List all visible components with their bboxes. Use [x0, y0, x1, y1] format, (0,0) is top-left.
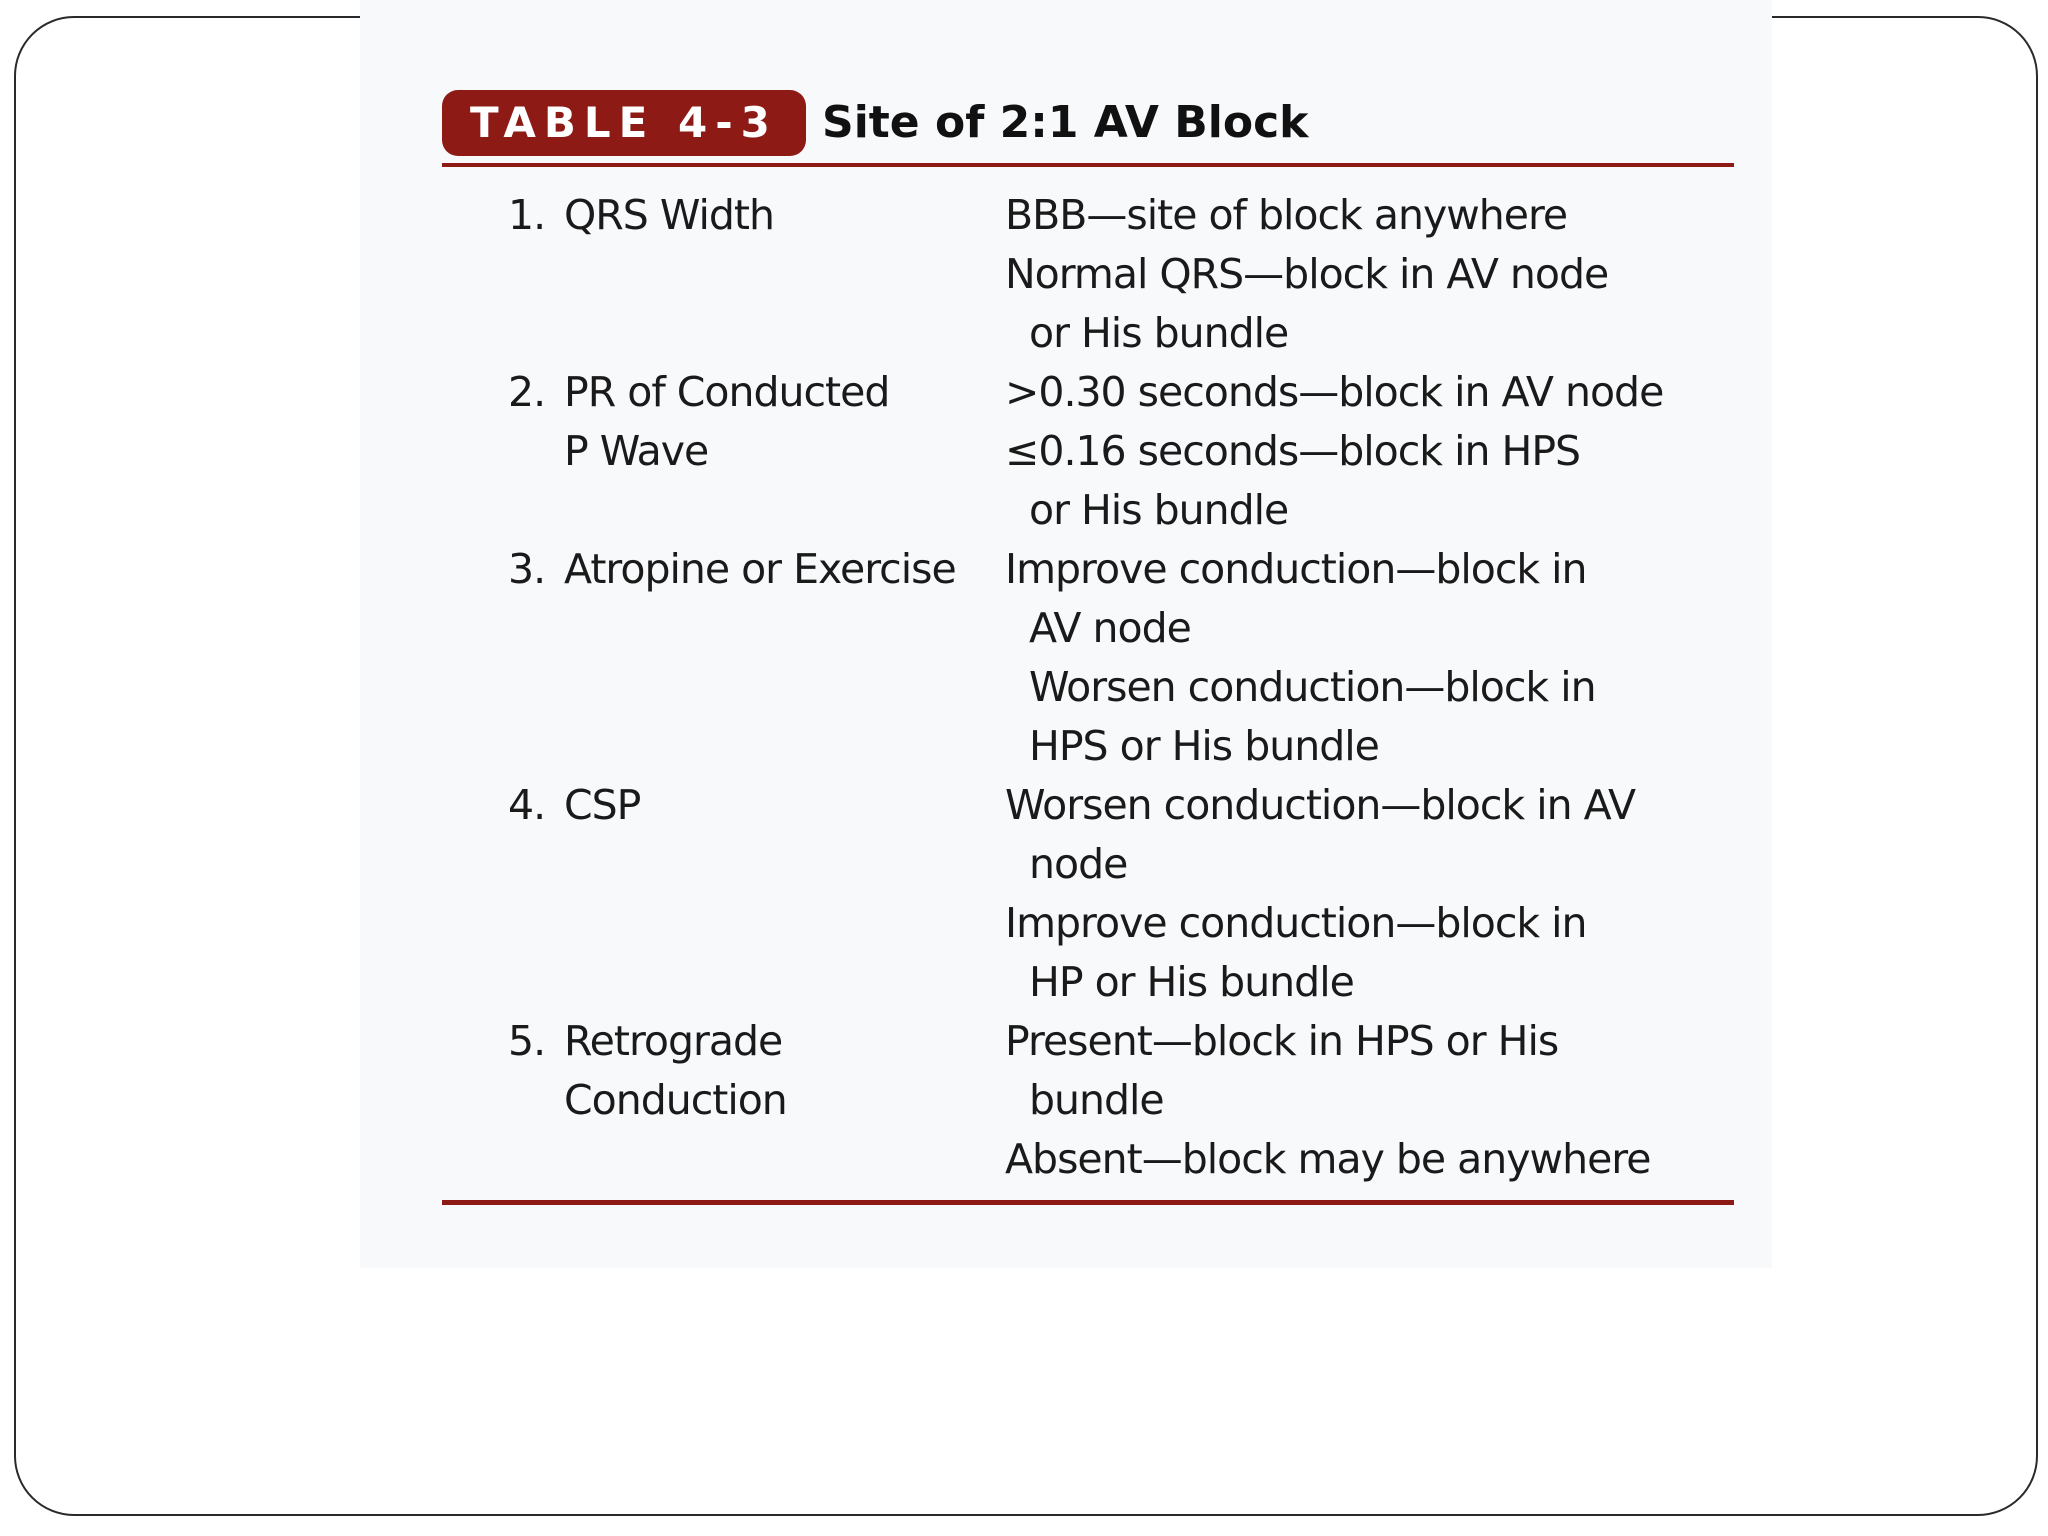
row-findings	[1005, 1012, 1705, 1189]
finding-line: ≤0.16 seconds—block in HPS	[1005, 427, 1581, 475]
row-number: 3.	[508, 545, 546, 593]
row-number: 1.	[508, 191, 546, 239]
row-criterion	[564, 1012, 984, 1130]
finding-line: HPS or His bundle	[1029, 722, 1379, 770]
criterion-line: Retrograde	[564, 1017, 783, 1065]
row-findings	[1005, 776, 1705, 1012]
criterion-line: PR of Conducted	[564, 368, 890, 416]
row-number: 5.	[508, 1017, 546, 1065]
finding-line: AV node	[1029, 604, 1191, 652]
criterion-line: QRS Width	[564, 191, 774, 239]
row-number: 2.	[508, 368, 546, 416]
table-body	[360, 0, 1772, 1268]
bottom-rule	[442, 1200, 1734, 1205]
finding-line: >0.30 seconds—block in AV node	[1005, 368, 1664, 416]
finding-line: or His bundle	[1029, 486, 1289, 534]
table-title: Site of 2:1 AV Block	[822, 97, 1309, 148]
criterion-line: P Wave	[564, 427, 709, 475]
finding-line: Absent—block may be anywhere	[1005, 1135, 1651, 1183]
finding-line: HP or His bundle	[1029, 958, 1354, 1006]
criterion-line: CSP	[564, 781, 641, 829]
finding-line: Improve conduction—block in	[1005, 899, 1587, 947]
finding-line: Present—block in HPS or His	[1005, 1017, 1559, 1065]
finding-line: BBB—site of block anywhere	[1005, 191, 1568, 239]
table-figure	[360, 0, 1772, 1268]
finding-line: node	[1029, 840, 1128, 888]
criterion-line: Conduction	[564, 1076, 787, 1124]
row-findings	[1005, 363, 1705, 540]
row-criterion	[564, 540, 984, 599]
finding-line: Improve conduction—block in	[1005, 545, 1587, 593]
finding-line: Worsen conduction—block in AV	[1005, 781, 1636, 829]
table-number-badge: TABLE 4-3	[442, 90, 806, 156]
finding-line: bundle	[1029, 1076, 1164, 1124]
row-number: 4.	[508, 781, 546, 829]
row-criterion	[564, 363, 984, 481]
row-criterion	[564, 186, 984, 245]
criterion-line: Atropine or Exercise	[564, 545, 956, 593]
row-findings	[1005, 186, 1705, 363]
row-criterion	[564, 776, 984, 835]
finding-line: or His bundle	[1029, 309, 1289, 357]
finding-line: Worsen conduction—block in	[1029, 663, 1596, 711]
finding-line: Normal QRS—block in AV node	[1005, 250, 1609, 298]
row-findings	[1005, 540, 1705, 776]
